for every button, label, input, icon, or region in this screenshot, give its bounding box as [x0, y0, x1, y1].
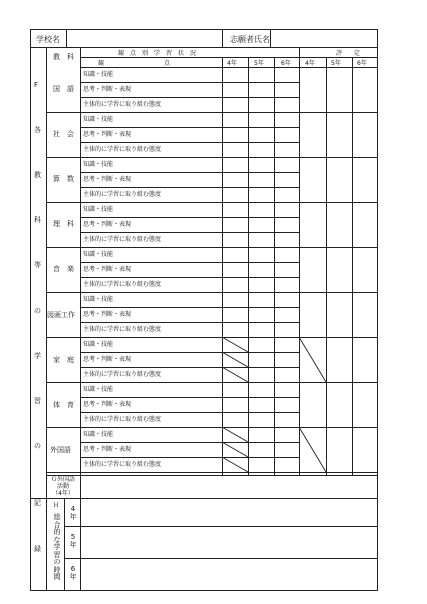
rule-line — [80, 352, 299, 353]
section-h-char: な — [53, 535, 61, 544]
section-f-char: 教 — [34, 171, 41, 179]
viewpoint-label: 思考・判断・表現 — [83, 86, 132, 93]
rule-line — [46, 247, 377, 248]
slash-mark — [299, 427, 326, 472]
rule-line — [46, 157, 377, 158]
section-g-line: 活動 — [56, 483, 69, 491]
section-h-left-char: 録 — [34, 545, 41, 553]
section-h-char: 学 — [53, 543, 61, 552]
rule-line — [80, 47, 81, 498]
rule-line — [80, 498, 81, 590]
rule-line — [80, 217, 299, 218]
rule-line — [80, 57, 299, 58]
viewpoint-label: 主体的に学習に取り組む態度 — [83, 461, 162, 468]
rule-line — [80, 277, 299, 278]
slash-mark — [222, 427, 248, 442]
rule-line — [64, 558, 377, 559]
section-f-char: 等 — [34, 261, 41, 269]
viewpoint-label: 知識・技能 — [83, 386, 114, 393]
section-h-char: 総 — [53, 513, 61, 521]
rule-line — [46, 382, 377, 383]
section-h-field-grade-5[interactable] — [81, 527, 377, 558]
grade-5-header: 5年 — [254, 60, 264, 67]
section-g-line: Ｇ外国語 — [50, 476, 75, 483]
viewpoint-label: 知識・技能 — [83, 296, 114, 303]
grade-4-header: 4年 — [227, 60, 237, 67]
section-f-char: F — [34, 81, 39, 89]
rule-line — [377, 29, 378, 591]
section-h-field-grade-4[interactable] — [81, 500, 377, 526]
rule-line — [80, 442, 299, 443]
viewpoint-label: 主体的に学習に取り組む態度 — [83, 326, 162, 333]
subject-name: 図画工作 — [47, 311, 75, 319]
viewpoint-label: 思考・判断・表現 — [83, 446, 132, 453]
slash-mark — [299, 337, 326, 382]
viewpoint-label: 知識・技能 — [83, 341, 114, 348]
rule-line — [64, 498, 65, 590]
section-h-char: 的 — [53, 528, 61, 537]
viewpoint-column-header: 観 点 — [98, 60, 171, 67]
section-f-char: 学 — [34, 352, 41, 360]
subject-name: 理 科 — [53, 220, 74, 228]
subject-name: 国 語 — [53, 85, 74, 93]
viewpoint-label: 主体的に学習に取り組む態度 — [83, 191, 162, 198]
section-f-char: 各 — [34, 126, 41, 134]
section-f-char: 習 — [34, 397, 41, 405]
rule-line — [80, 307, 299, 308]
section-h-char: の — [53, 558, 61, 567]
rule-line — [46, 475, 377, 476]
viewpoint-label: 知識・技能 — [83, 161, 114, 168]
section-h-grade-5 — [68, 534, 78, 549]
rule-line — [80, 457, 299, 458]
viewpoint-label: 思考・判断・表現 — [83, 311, 132, 318]
rule-line — [30, 47, 377, 48]
rule-line — [80, 322, 299, 323]
rating-grade-4-header: 4年 — [305, 60, 315, 67]
school-name-field[interactable] — [66, 30, 221, 47]
section-h-field-grade-6[interactable] — [81, 559, 377, 589]
section-h-grade-6 — [68, 566, 78, 581]
subject-name: 家 庭 — [53, 356, 74, 364]
subject-name: 体 育 — [53, 401, 74, 409]
rule-line — [46, 498, 47, 590]
section-h-grade-char: 4 — [70, 505, 76, 513]
rule-line — [80, 97, 299, 98]
subject-name: 社 会 — [53, 130, 74, 138]
viewpoint-label: 知識・技能 — [83, 251, 114, 258]
rule-line — [30, 590, 378, 591]
rule-line — [80, 397, 299, 398]
slash-mark — [222, 457, 248, 472]
rule-line — [80, 82, 299, 83]
viewpoint-label: 知識・技能 — [83, 431, 114, 438]
viewpoint-label: 主体的に学習に取り組む態度 — [83, 281, 162, 288]
section-h-char: 時 — [53, 565, 61, 574]
rule-line — [80, 67, 377, 68]
viewpoint-label: 思考・判断・表現 — [83, 176, 132, 183]
viewpoint-label: 思考・判断・表現 — [83, 131, 132, 138]
section-h-letter: Ｈ — [53, 502, 60, 509]
rule-line — [46, 47, 47, 498]
rule-line — [80, 172, 299, 173]
subject-column-header: 教 科 — [53, 53, 74, 61]
rule-line — [30, 498, 377, 499]
rule-line — [80, 127, 299, 128]
slash-mark — [222, 352, 248, 367]
rule-line — [46, 427, 377, 428]
applicant-name-label: 志願者氏名 — [230, 35, 270, 44]
subject-name: 音 楽 — [53, 265, 74, 273]
slash-mark — [222, 337, 248, 352]
section-h-grade-char: 年 — [69, 572, 77, 581]
slash-mark — [222, 442, 248, 457]
rule-line — [222, 29, 223, 47]
rule-line — [46, 202, 377, 203]
rule-line — [30, 29, 31, 590]
rule-line — [80, 187, 299, 188]
section-h-left-char: 記 — [34, 499, 41, 507]
viewpoint-label: 思考・判断・表現 — [83, 401, 132, 408]
rating-grade-6-header: 6年 — [357, 60, 367, 67]
rule-line — [270, 29, 271, 47]
subject-name: 算 数 — [53, 175, 74, 183]
rule-line — [46, 292, 377, 293]
viewpoint-label: 主体的に学習に取り組む態度 — [83, 101, 162, 108]
viewpoint-label: 主体的に学習に取り組む態度 — [83, 371, 162, 378]
viewpoint-label: 知識・技能 — [83, 71, 114, 78]
grade-6-header: 6年 — [281, 60, 291, 67]
rule-line — [352, 57, 353, 475]
section-h-grade-4 — [68, 506, 78, 521]
section-f-char: の — [34, 307, 41, 315]
viewpoint-label: 知識・技能 — [83, 116, 114, 123]
section-g-line: （4年） — [52, 490, 74, 498]
rule-line — [64, 526, 377, 527]
section-f-char: 科 — [34, 216, 41, 224]
section-h-grade-char: 6 — [70, 565, 76, 573]
rating-grade-5-header: 5年 — [331, 60, 341, 67]
section-h-char: 習 — [53, 550, 61, 559]
rule-line — [80, 262, 299, 263]
rule-line — [80, 367, 299, 368]
section-h-char: 合 — [53, 520, 61, 529]
rule-line — [30, 29, 378, 30]
section-h-grade-char: 年 — [69, 540, 77, 549]
rule-line — [46, 337, 377, 338]
section-h-grade-char: 年 — [69, 512, 77, 521]
school-name-label: 学校名 — [36, 35, 60, 44]
viewpoint-label: 思考・判断・表現 — [83, 266, 132, 273]
rating-title: 評 定 — [336, 50, 361, 57]
section-f-char: の — [34, 442, 41, 450]
section-h-grade-char: 5 — [70, 533, 76, 541]
section-g-field[interactable] — [80, 475, 377, 498]
rule-line — [46, 112, 377, 113]
viewpoint-label: 主体的に学習に取り組む態度 — [83, 236, 162, 243]
rule-line — [326, 57, 327, 475]
section-g-label — [46, 476, 80, 498]
rule-line — [80, 412, 299, 413]
viewpoint-label: 主体的に学習に取り組む態度 — [83, 146, 162, 153]
viewpoint-label: 思考・判断・表現 — [83, 356, 132, 363]
section-h-char: 間 — [53, 573, 61, 582]
viewpoint-label: 思考・判断・表現 — [83, 221, 132, 228]
viewpoint-status-title: 観 点 別 学 習 状 況 — [118, 50, 197, 57]
rule-line — [300, 57, 377, 58]
subject-name: 外国語 — [50, 446, 71, 454]
viewpoint-label: 知識・技能 — [83, 206, 114, 213]
rule-line — [80, 232, 299, 233]
viewpoint-label: 主体的に学習に取り組む態度 — [83, 416, 162, 423]
rule-line — [80, 142, 299, 143]
section-h-vertical-label — [52, 514, 62, 582]
slash-mark — [222, 367, 248, 382]
rule-line — [46, 472, 377, 473]
rule-line — [66, 29, 67, 47]
applicant-name-field[interactable] — [270, 30, 377, 47]
